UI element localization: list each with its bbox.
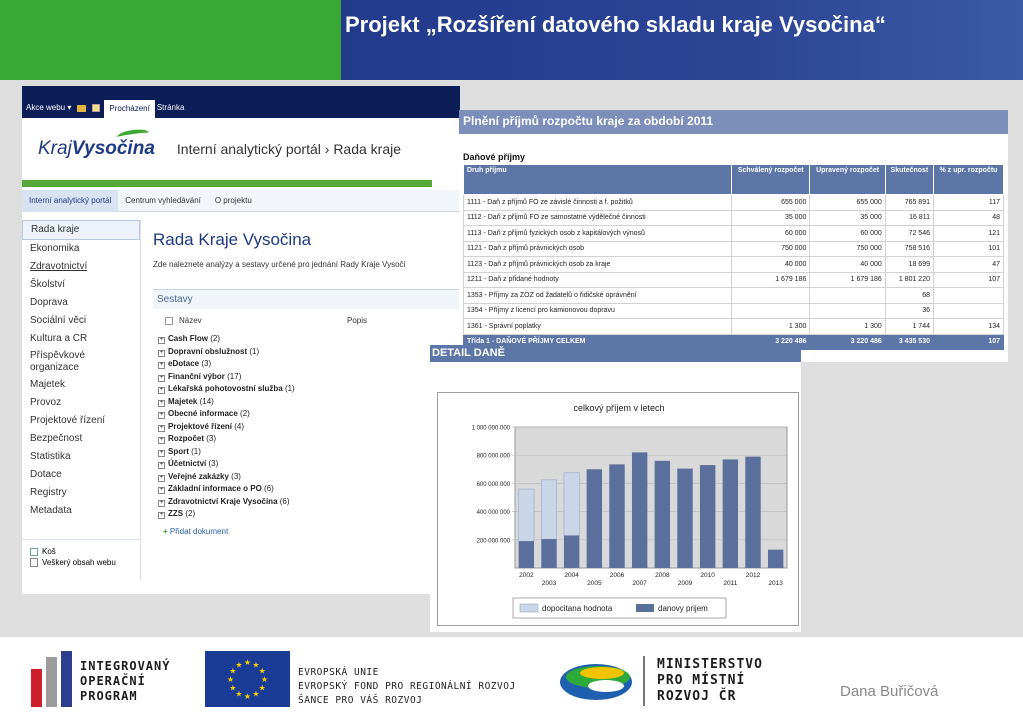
table-row bbox=[464, 195, 1004, 211]
svg-text:★: ★ bbox=[260, 675, 269, 684]
expand-icon[interactable]: + bbox=[159, 474, 164, 481]
table-cell bbox=[934, 288, 1004, 304]
table-cell bbox=[934, 303, 1004, 319]
left-nav-item[interactable]: Kultura a CR bbox=[30, 333, 88, 344]
report-group-item[interactable]: + Majetek (14) bbox=[159, 396, 214, 406]
table-cell: 655 000 bbox=[732, 195, 810, 211]
detail-panel bbox=[430, 345, 801, 632]
table-cell: 1354 - Příjmy z licencí pro kamionovou dopravu bbox=[464, 303, 732, 319]
table-row bbox=[464, 241, 1004, 257]
table-cell: Třída 1 - DAŇOVÉ PŘÍJMY CELKEM bbox=[464, 334, 732, 350]
expand-icon[interactable]: + bbox=[159, 374, 164, 381]
left-nav-item[interactable]: Projektové řízení bbox=[30, 415, 106, 426]
svg-text:★: ★ bbox=[235, 660, 243, 670]
tab-browse[interactable]: Procházení bbox=[104, 100, 154, 118]
y-tick-label: 800 000 000 bbox=[476, 453, 510, 460]
table-cell: 68 bbox=[885, 288, 933, 304]
x-tick-label: 2006 bbox=[609, 572, 625, 579]
table-cell: 47 bbox=[934, 257, 1004, 273]
table-cell: 60 000 bbox=[732, 226, 810, 242]
column-header: % z upr. rozpočtu bbox=[934, 165, 1004, 195]
table-cell: 655 000 bbox=[810, 195, 885, 211]
y-tick-label: 400 000 000 bbox=[476, 510, 510, 517]
bar-danovy-prijem bbox=[768, 550, 783, 568]
expand-icon[interactable]: + bbox=[159, 424, 164, 431]
kraj-vysocina-logo[interactable]: KrajVysočina bbox=[38, 138, 155, 159]
report-group-item[interactable]: + Projektové řízení (4) bbox=[159, 421, 245, 431]
x-tick-label: 2002 bbox=[519, 572, 534, 579]
table-cell: 40 000 bbox=[810, 257, 885, 273]
table-cell: 1123 - Daň z příjmů právnických osob za kraje bbox=[464, 257, 732, 273]
table-row bbox=[464, 303, 1004, 319]
brand-bar bbox=[22, 118, 460, 180]
svg-text:★: ★ bbox=[252, 660, 260, 670]
expand-icon[interactable]: + bbox=[159, 362, 164, 368]
table-cell: 35 000 bbox=[810, 210, 885, 226]
portal-title: Interní analytický portál › Rada kraje bbox=[176, 141, 402, 157]
income-subtitle: Daňové příjmy bbox=[463, 152, 526, 162]
table-cell: 48 bbox=[934, 210, 1004, 226]
table-cell: 1112 - Daň z příjmů FO ze samostatné výdělečné činnosti bbox=[464, 210, 732, 226]
report-group-item[interactable]: + Účetnictví (3) bbox=[159, 459, 219, 468]
top-nav-item-portal[interactable]: Interní analytický portál bbox=[22, 190, 118, 212]
x-tick-label: 2012 bbox=[745, 572, 761, 579]
left-nav-item[interactable]: Registry bbox=[30, 487, 67, 498]
report-group-item[interactable]: + Rozpočet (3) bbox=[159, 434, 217, 443]
recycle-bin-link[interactable]: Koš bbox=[22, 546, 140, 557]
table-cell bbox=[732, 303, 810, 319]
report-group-item[interactable]: + eDotace (3) bbox=[159, 359, 212, 368]
report-group-item[interactable]: + Veřejné zakázky (3) bbox=[159, 471, 241, 481]
left-nav-item[interactable]: Sociální věci bbox=[30, 315, 87, 326]
table-cell: 121 bbox=[934, 226, 1004, 242]
iop-logo-text: INTEGROVANÝ OPERAČNÍ PROGRAM bbox=[80, 659, 171, 703]
table-row bbox=[464, 319, 1004, 335]
table-cell: 117 bbox=[934, 195, 1004, 211]
table-cell: 3 435 530 bbox=[885, 334, 933, 350]
svg-text:★: ★ bbox=[258, 666, 266, 676]
expand-icon[interactable]: + bbox=[159, 437, 164, 443]
table-cell bbox=[810, 288, 885, 304]
bar-danovy-prijem bbox=[700, 465, 715, 568]
left-nav-item[interactable]: Příspěvkové organizace bbox=[30, 350, 86, 373]
column-header: Schválený rozpočet bbox=[732, 165, 810, 195]
report-group-item[interactable]: + Sport (1) bbox=[159, 446, 201, 456]
header-green-block bbox=[0, 0, 341, 80]
mmr-logo-icon bbox=[558, 656, 636, 706]
portal-screenshot bbox=[22, 86, 460, 594]
x-tick-label: 2003 bbox=[541, 580, 557, 587]
left-nav-item[interactable]: Majetek bbox=[30, 379, 66, 390]
column-header: Druh příjmu bbox=[464, 165, 732, 195]
x-tick-label: 2004 bbox=[564, 572, 579, 579]
table-cell: 1211 - Daň z přidané hodnoty bbox=[464, 272, 732, 288]
bar-danovy-prijem bbox=[655, 461, 670, 568]
expand-icon[interactable]: + bbox=[159, 337, 164, 343]
table-cell: 750 000 bbox=[732, 241, 810, 257]
table-row bbox=[464, 272, 1004, 288]
table-cell: 18 699 bbox=[885, 257, 933, 273]
y-tick-label: 1 000 000 000 bbox=[471, 425, 510, 432]
table-cell: 36 bbox=[885, 303, 933, 319]
report-group-item[interactable]: + Cash Flow (2) bbox=[159, 334, 221, 343]
document-icon bbox=[30, 558, 38, 567]
expand-icon[interactable]: + bbox=[159, 499, 164, 506]
table-cell: 101 bbox=[934, 241, 1004, 257]
report-group-item[interactable]: + Dopravní obslužnost (1) bbox=[159, 346, 260, 356]
bar-danovy-prijem bbox=[564, 536, 579, 568]
breadcrumb-current: Rada kraje bbox=[333, 141, 402, 157]
left-nav-item[interactable]: Školství bbox=[30, 279, 66, 290]
column-header: Skutečnost bbox=[885, 165, 933, 195]
left-nav-item[interactable]: Rada kraje bbox=[22, 220, 140, 240]
table-row bbox=[464, 257, 1004, 273]
eu-flag-icon bbox=[205, 651, 290, 707]
svg-text:★: ★ bbox=[252, 689, 260, 699]
page-description: Zde naleznete analýzy a sestavy určené pro jednání Rady Kraje Vysoči bbox=[153, 260, 406, 269]
expand-icon[interactable]: + bbox=[159, 412, 164, 418]
table-row bbox=[464, 226, 1004, 242]
bar-danovy-prijem bbox=[745, 457, 760, 568]
table-row bbox=[464, 288, 1004, 304]
table-cell: 3 220 486 bbox=[810, 334, 885, 350]
y-tick-label: 200 000 000 bbox=[476, 538, 510, 545]
table-cell bbox=[810, 303, 885, 319]
recycle-bin-icon bbox=[30, 548, 38, 556]
table-cell: 16 811 bbox=[885, 210, 933, 226]
table-cell: 1113 - Daň z příjmů fyzických osob z kapitálových výnosů bbox=[464, 226, 732, 242]
income-table bbox=[463, 164, 1004, 350]
expand-icon[interactable]: + bbox=[159, 449, 164, 456]
left-nav-item[interactable]: Ekonomika bbox=[30, 243, 80, 254]
table-cell: 1111 - Daň z příjmů FO ze závislé činnosti a f. požitků bbox=[464, 195, 732, 211]
bar-danovy-prijem bbox=[632, 452, 647, 568]
report-group-item[interactable]: + Finanční výbor (17) bbox=[159, 371, 242, 381]
expand-icon[interactable]: + bbox=[159, 487, 164, 493]
table-row bbox=[464, 210, 1004, 226]
table-cell: 758 516 bbox=[885, 241, 933, 257]
bar-danovy-prijem bbox=[587, 469, 602, 568]
bar-dopocitana-hodnota bbox=[564, 473, 579, 536]
list-title[interactable]: Sestavy bbox=[153, 289, 460, 309]
top-nav bbox=[22, 190, 460, 212]
table-cell: 1 679 186 bbox=[810, 272, 885, 288]
detail-title: DETAIL DANĚ bbox=[430, 345, 801, 362]
eu-logo-text: EVROPSKÁ UNIE EVROPSKÝ FOND PRO REGIONÁLNÍ ROZVOJ ŠANCE PRO VÁŠ ROZVOJ bbox=[298, 667, 516, 706]
top-nav-item-about[interactable]: O projektu bbox=[214, 196, 252, 205]
edit-icon[interactable] bbox=[90, 104, 104, 118]
left-nav-item[interactable]: Bezpečnost bbox=[30, 433, 83, 444]
top-nav-item-search[interactable]: Centrum vyhledávání bbox=[125, 196, 201, 205]
column-description[interactable]: Popis bbox=[347, 316, 368, 325]
list-header bbox=[153, 316, 460, 325]
bar-danovy-prijem bbox=[519, 541, 534, 568]
table-cell: 1361 - Správní poplatky bbox=[464, 319, 732, 335]
svg-text:★: ★ bbox=[226, 675, 235, 684]
main-content bbox=[153, 226, 460, 536]
report-group-item[interactable]: + Lékařská pohotovostní služba (1) bbox=[159, 384, 295, 393]
bar-danovy-prijem bbox=[541, 539, 556, 568]
left-nav-item[interactable]: Statistika bbox=[30, 451, 71, 462]
table-cell: 134 bbox=[934, 319, 1004, 335]
breadcrumb-separator: › bbox=[324, 141, 330, 157]
table-cell: 60 000 bbox=[810, 226, 885, 242]
svg-text:★: ★ bbox=[229, 666, 237, 676]
x-tick-label: 2011 bbox=[723, 580, 738, 587]
bar-danovy-prijem bbox=[609, 464, 624, 568]
left-nav-item[interactable]: Provoz bbox=[30, 397, 62, 408]
tab-page[interactable]: Stránka bbox=[156, 103, 185, 112]
table-cell: 1 679 186 bbox=[732, 272, 810, 288]
income-chart bbox=[438, 393, 800, 627]
table-header-row bbox=[464, 165, 1004, 195]
x-tick-label: 2007 bbox=[632, 580, 647, 587]
x-tick-label: 2010 bbox=[700, 572, 715, 579]
report-group-item[interactable]: + Zdravotnictví Kraje Vysočina (6) bbox=[159, 496, 290, 506]
income-title: Plnění příjmů rozpočtu kraje za období 2011 bbox=[459, 110, 1008, 134]
table-cell: 3 220 486 bbox=[732, 334, 810, 350]
report-group-item[interactable]: + Základní informace o PO (6) bbox=[159, 484, 274, 493]
y-tick-label: 600 000 000 bbox=[476, 481, 510, 488]
add-document-link[interactable]: + Přidat dokument bbox=[163, 526, 229, 536]
left-nav-item[interactable]: Dotace bbox=[30, 469, 62, 480]
legend-swatch-dopocitana bbox=[520, 604, 538, 612]
green-divider bbox=[22, 180, 432, 187]
svg-text:★: ★ bbox=[243, 692, 252, 701]
table-cell bbox=[732, 288, 810, 304]
page-heading: Rada Kraje Vysočina bbox=[153, 230, 312, 249]
report-group-item[interactable]: + Obecné informace (2) bbox=[159, 409, 250, 418]
table-cell: 1353 - Příjmy za ZOZ od žadatelů o řidičské oprávnění bbox=[464, 288, 732, 304]
slide-title: Projekt „Rozšíření datového skladu kraje Vysočina“ bbox=[345, 12, 886, 37]
x-tick-label: 2009 bbox=[677, 580, 693, 587]
legend-label: danovy prijem bbox=[658, 604, 708, 613]
table-cell: 35 000 bbox=[732, 210, 810, 226]
report-group-item[interactable]: + ZZS (2) bbox=[159, 509, 196, 518]
left-nav-item[interactable]: Metadata bbox=[30, 505, 72, 516]
table-cell: 1 300 bbox=[732, 319, 810, 335]
expand-icon[interactable]: + bbox=[159, 512, 164, 518]
author-name: Dana Buřičová bbox=[840, 683, 939, 700]
site-actions-menu[interactable]: Akce webu ▾ bbox=[26, 103, 72, 112]
x-tick-label: 2013 bbox=[768, 580, 783, 587]
table-cell: 72 546 bbox=[885, 226, 933, 242]
ribbon bbox=[22, 86, 460, 118]
svg-text:★: ★ bbox=[243, 658, 252, 667]
table-cell: 765 891 bbox=[885, 195, 933, 211]
mmr-divider bbox=[643, 656, 645, 706]
chart-frame bbox=[437, 392, 799, 626]
table-cell: 1 744 bbox=[885, 319, 933, 335]
legend-label: dopocitana hodnota bbox=[542, 604, 613, 613]
x-tick-label: 2005 bbox=[587, 580, 602, 587]
left-nav bbox=[22, 220, 141, 580]
bar-dopocitana-hodnota bbox=[541, 480, 556, 539]
table-cell: 1121 - Daň z příjmů právnických osob bbox=[464, 241, 732, 257]
svg-text:★: ★ bbox=[258, 683, 266, 693]
folder-icon[interactable] bbox=[75, 105, 90, 118]
expand-icon[interactable]: + bbox=[159, 349, 164, 356]
column-header: Upravený rozpočet bbox=[810, 165, 885, 195]
table-cell: 750 000 bbox=[810, 241, 885, 257]
bar-dopocitana-hodnota bbox=[519, 489, 534, 541]
expand-icon[interactable]: + bbox=[159, 387, 164, 393]
table-cell: 1 300 bbox=[810, 319, 885, 335]
left-nav-item[interactable]: Zdravotnictví bbox=[30, 261, 88, 272]
table-cell: 40 000 bbox=[732, 257, 810, 273]
chart-title: celkový příjem v letech bbox=[573, 403, 665, 413]
svg-text:★: ★ bbox=[235, 689, 243, 699]
expand-icon[interactable]: + bbox=[159, 399, 164, 406]
expand-icon[interactable]: + bbox=[159, 462, 164, 468]
table-cell: 107 bbox=[934, 334, 1004, 350]
column-name[interactable]: Název bbox=[179, 316, 202, 325]
bar-danovy-prijem bbox=[723, 459, 738, 568]
mmr-logo-text: MINISTERSTVO PRO MÍSTNÍ ROZVOJ ČR bbox=[657, 657, 763, 704]
legend-swatch-danovy bbox=[636, 604, 654, 612]
table-cell: 1 801 220 bbox=[885, 272, 933, 288]
income-panel bbox=[459, 110, 1008, 362]
all-content-link[interactable]: Veškerý obsah webu bbox=[22, 557, 140, 568]
table-cell: 107 bbox=[934, 272, 1004, 288]
left-nav-item[interactable]: Doprava bbox=[30, 297, 68, 308]
svg-text:★: ★ bbox=[229, 683, 237, 693]
bar-danovy-prijem bbox=[677, 469, 692, 568]
select-all-checkbox[interactable] bbox=[165, 317, 173, 325]
x-tick-label: 2008 bbox=[655, 572, 670, 579]
report-groups bbox=[153, 333, 460, 521]
add-icon: + bbox=[163, 526, 168, 536]
